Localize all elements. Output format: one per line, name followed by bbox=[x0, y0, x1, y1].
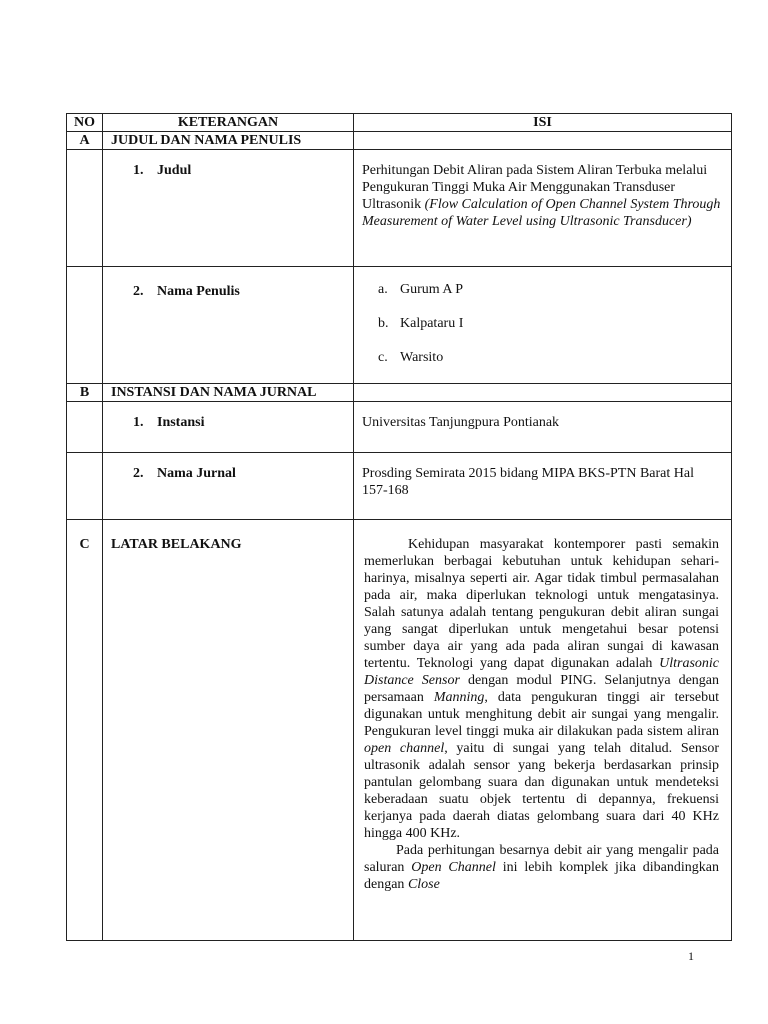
author-name: Kalpataru I bbox=[400, 316, 464, 331]
instansi-label-cell bbox=[103, 402, 354, 453]
author-item bbox=[378, 349, 723, 366]
section-a-empty bbox=[354, 132, 732, 150]
penulis-label-cell bbox=[103, 267, 354, 384]
judul-value bbox=[354, 150, 732, 267]
jurnal-number: 2. bbox=[133, 466, 144, 481]
penulis-number: 2. bbox=[133, 284, 144, 299]
summary-table bbox=[66, 113, 732, 941]
author-letter: c. bbox=[378, 350, 388, 365]
judul-label-cell bbox=[103, 150, 354, 267]
instansi-no-cell bbox=[67, 402, 103, 453]
instansi-number: 1. bbox=[133, 415, 144, 430]
italic-term: Ultrasonic Distance Sensor bbox=[364, 656, 719, 688]
paragraph-2 bbox=[364, 842, 719, 893]
table-header-row bbox=[67, 114, 732, 132]
section-c-no: C bbox=[67, 520, 103, 941]
section-a-no: A bbox=[67, 132, 103, 150]
text-run: , data pengukuran tinggi air tersebut digunakan untuk menghitung debit air sungai yang mengalir. Pengukuran level tinggi muka air dilakukan pada sistem aliran bbox=[364, 690, 719, 739]
paragraph-1 bbox=[364, 536, 719, 842]
jurnal-row bbox=[67, 453, 732, 520]
section-c-row bbox=[67, 520, 732, 941]
jurnal-label: Nama Jurnal bbox=[157, 466, 236, 481]
judul-number: 1. bbox=[133, 163, 144, 178]
author-letter: b. bbox=[378, 316, 389, 331]
italic-term: Manning bbox=[433, 690, 485, 705]
judul-row bbox=[67, 150, 732, 267]
italic-term: Open Channel bbox=[411, 860, 496, 875]
penulis-row bbox=[67, 267, 732, 384]
author-name: Gurum A P bbox=[400, 282, 464, 297]
author-letter: a. bbox=[378, 282, 388, 297]
header-keterangan: KETERANGAN bbox=[103, 114, 354, 132]
section-a-title: JUDUL DAN NAMA PENULIS bbox=[103, 132, 354, 150]
author-list bbox=[354, 267, 732, 384]
header-isi: ISI bbox=[354, 114, 732, 132]
text-run: , yaitu di sungai yang telah ditalud. Sensor ultrasonik adalah sensor yang bekerja berdasarkan prinsip pantulan gelombang suara dan digunakan untuk mendeteksi keberadaan suatu objek tertentu di depannya, frekuensi kerjanya pada daerah diatas gelombang suara dari 40 KHz hingga 400 KHz. bbox=[364, 741, 719, 841]
latar-belakang-text bbox=[354, 520, 732, 941]
judul-no-cell bbox=[67, 150, 103, 267]
section-b-no: B bbox=[67, 384, 103, 402]
penulis-label: Nama Penulis bbox=[157, 284, 240, 299]
judul-label: Judul bbox=[157, 163, 192, 178]
jurnal-value: Prosding Semirata 2015 bidang MIPA BKS-PTN Barat Hal 157-168 bbox=[354, 453, 732, 520]
jurnal-no-cell bbox=[67, 453, 103, 520]
italic-term: open channel bbox=[364, 741, 445, 756]
text-run: Kehidupan masyarakat kontemporer pasti semakin memerlukan berbagai kebutuhan untuk kehidupan sehari-harinya, misalnya seperti air. Agar tidak timbul permasalahan pada air, maka diperlukan teknologi untuk mengatasinya. Salah satunya adalah tentang pengukuran debit aliran sungai yang sangat diperlukan untuk mengetahui besar potensi sumber daya air yang ada pada aliran sungai di kawasan tertentu. Teknologi yang dapat digunakan adalah bbox=[364, 537, 719, 671]
section-a-row bbox=[67, 132, 732, 150]
page-number: 1 bbox=[688, 949, 694, 963]
judul-title-text: Perhitungan Debit Aliran pada Sistem Aliran Terbuka melalui Pengukuran Tinggi Muka Air Menggunakan Transduser Ultrasonik bbox=[362, 163, 708, 212]
jurnal-label-cell bbox=[103, 453, 354, 520]
section-c-title: LATAR BELAKANG bbox=[103, 520, 354, 941]
instansi-value: Universitas Tanjungpura Pontianak bbox=[354, 402, 732, 453]
text-run: Pada perhitungan besarnya debit air yang mengalir pada saluran bbox=[364, 843, 719, 875]
author-item bbox=[378, 281, 723, 298]
header-no: NO bbox=[67, 114, 103, 132]
judul-title-english: (Flow Calculation of Open Channel System Through Measurement of Water Level using Ultrasonic Transducer) bbox=[362, 197, 721, 229]
text-run: ini lebih komplek jika dibandingkan dengan bbox=[364, 860, 720, 892]
author-item bbox=[378, 315, 723, 332]
section-b-title: INSTANSI DAN NAMA JURNAL bbox=[103, 384, 354, 402]
section-b-row bbox=[67, 384, 732, 402]
section-b-empty bbox=[354, 384, 732, 402]
italic-term: Close bbox=[407, 877, 440, 892]
author-name: Warsito bbox=[400, 350, 444, 365]
instansi-row bbox=[67, 402, 732, 453]
penulis-no-cell bbox=[67, 267, 103, 384]
text-run: dengan modul PING. Selanjutnya dengan persamaan bbox=[364, 673, 719, 705]
instansi-label: Instansi bbox=[157, 415, 205, 430]
